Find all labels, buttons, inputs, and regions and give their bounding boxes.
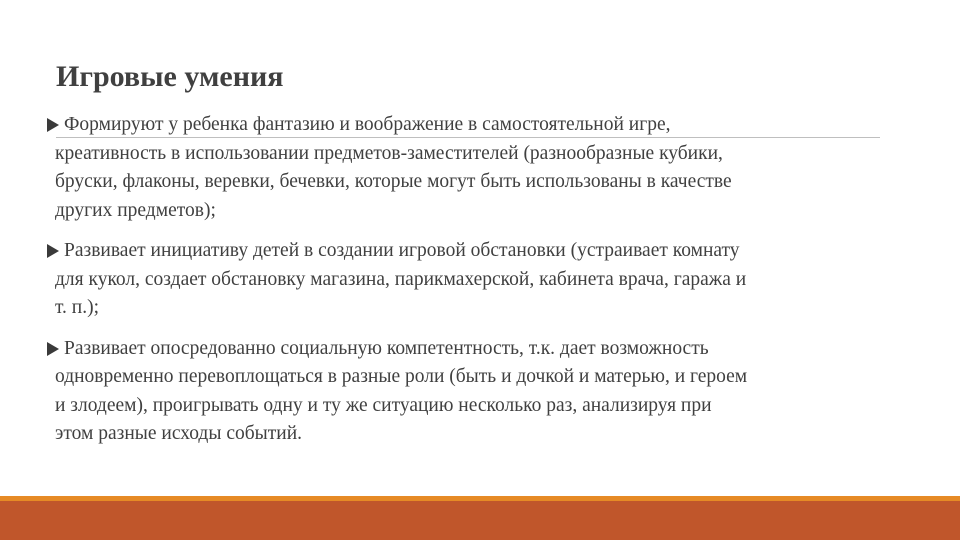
bullet-line: для кукол, создает обстановку магазина, парикмахерской, кабинета врача, гаража и bbox=[55, 268, 747, 290]
bullet-line: этом разные исходы событий. bbox=[55, 423, 303, 444]
bullet-list bbox=[47, 111, 917, 461]
bullet-line: Формируют у ребенка фантазию и воображение в самостоятельной игре, bbox=[64, 114, 671, 135]
arrow-bullet-icon bbox=[47, 342, 59, 356]
bullet-item-3 bbox=[47, 335, 917, 449]
arrow-bullet-icon bbox=[47, 244, 59, 258]
bullet-line: одновременно перевоплощаться в разные роли (быть и дочкой и матерью, и героем bbox=[55, 366, 748, 387]
bullet-line: Развивает инициативу детей в создании игровой обстановки (устраивает комнату bbox=[64, 240, 740, 261]
footer-band bbox=[0, 501, 960, 540]
bullet-line: креативность в использовании предметов-заместителей (разнообразные кубики, bbox=[55, 142, 723, 164]
bullet-item-1 bbox=[47, 111, 917, 225]
slide-title: Игровые умения bbox=[56, 60, 284, 93]
arrow-bullet-icon bbox=[47, 118, 59, 132]
bullet-line: Развивает опосредованно социальную компетентность, т.к. дает возможность bbox=[64, 337, 709, 359]
bullet-line: т. п.); bbox=[55, 297, 100, 318]
bullet-line: бруски, флаконы, веревки, бечевки, которые могут быть использованы в качестве bbox=[55, 171, 732, 192]
bullet-line: и злодеем), проигрывать одну и ту же ситуацию несколько раз, анализируя при bbox=[55, 394, 712, 416]
bullet-line: других предметов); bbox=[55, 199, 216, 221]
bullet-item-2 bbox=[47, 237, 917, 323]
